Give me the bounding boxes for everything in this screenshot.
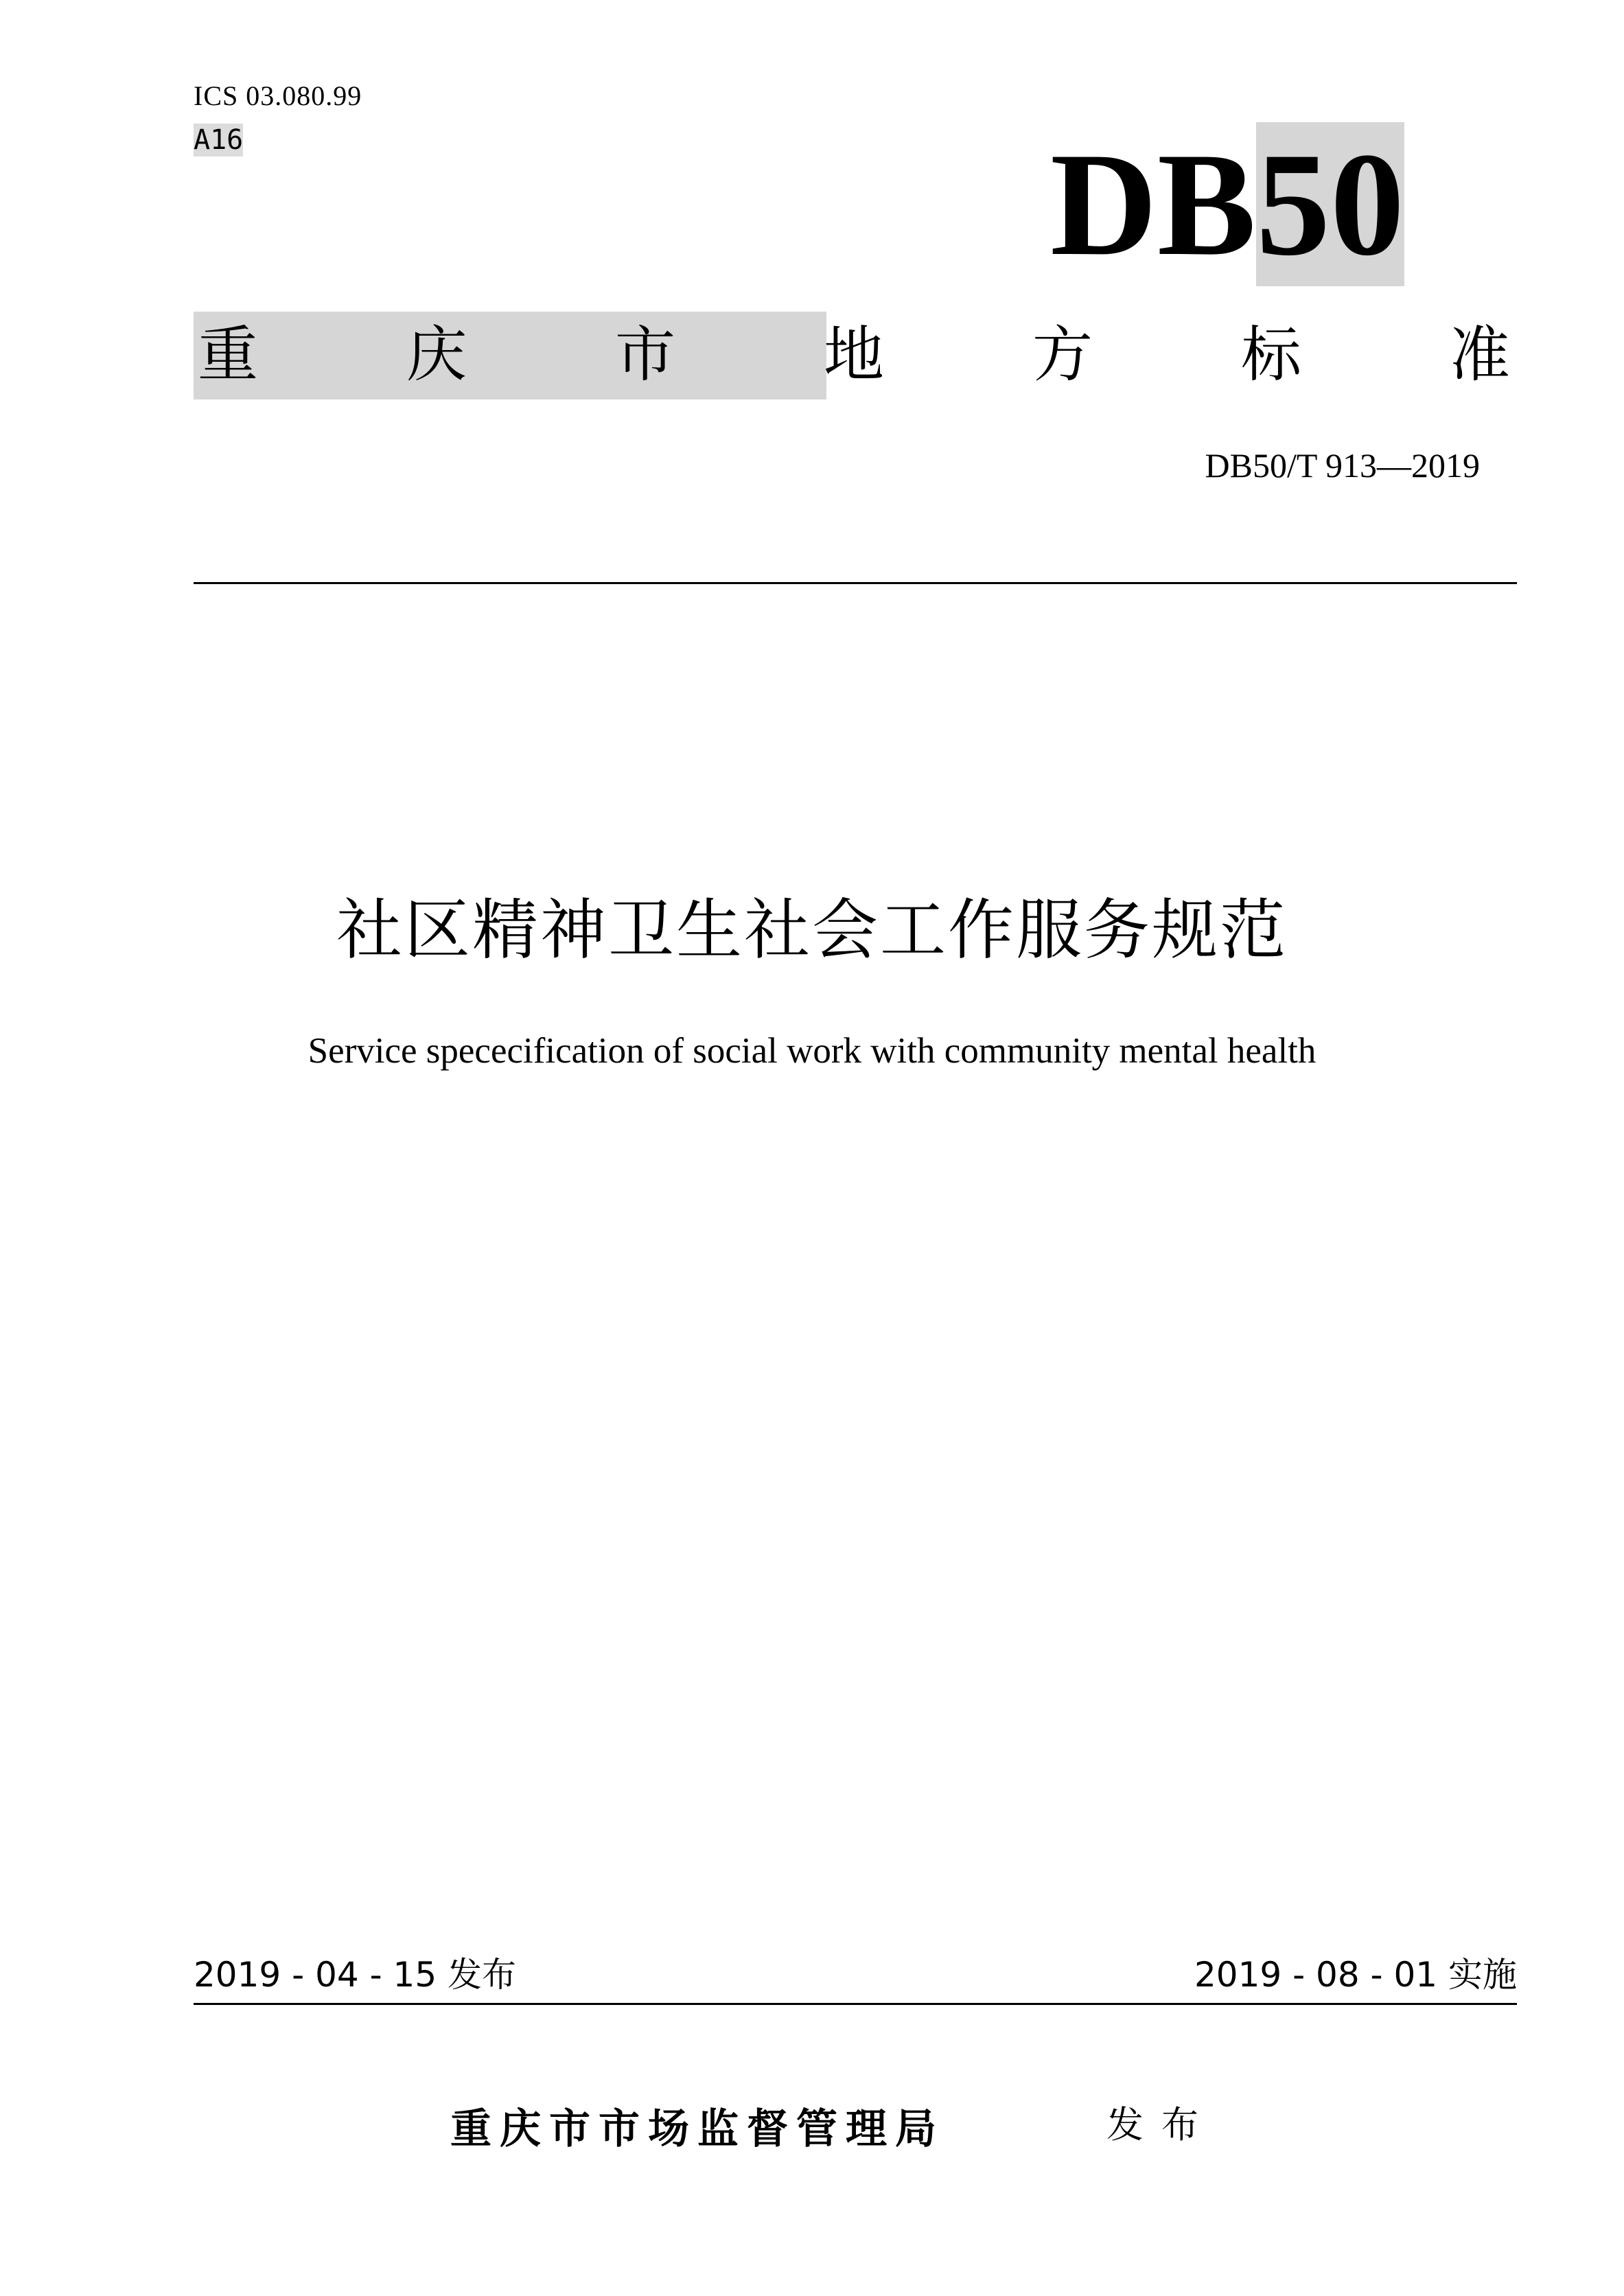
standard-type-char: 方 <box>1032 319 1093 390</box>
standard-type-char: 重 <box>197 319 258 390</box>
issue-date: 2019 - 04 - 15 发布 <box>194 1955 517 1995</box>
db-mark-code: 50 <box>1256 122 1405 286</box>
issuing-authority: 重庆市市场监督管理局 <box>450 2105 944 2153</box>
db-mark-prefix: DB <box>1050 122 1257 286</box>
ics-code: ICS 03.080.99 <box>194 80 362 111</box>
issue-label: 发布 <box>1106 2103 1216 2146</box>
standard-number: DB50/T 913—2019 <box>1205 446 1480 485</box>
title-chinese: 社区精神卫生社会工作服务规范 <box>336 892 1288 969</box>
standard-type-char: 标 <box>1240 319 1301 390</box>
standard-type-char: 市 <box>614 319 675 390</box>
title-english: Service spececification of social work with community mental health <box>308 1031 1316 1071</box>
standard-type-char: 地 <box>823 319 884 390</box>
standard-type-highlight <box>194 312 826 399</box>
implementation-date: 2019 - 08 - 01 实施 <box>1194 1955 1517 1995</box>
db-standard-mark <box>1050 122 1496 286</box>
footer-divider <box>194 2003 1517 2005</box>
standard-type-char: 庆 <box>406 319 467 390</box>
standard-type-char: 准 <box>1449 319 1510 390</box>
header-divider <box>194 582 1517 584</box>
classification-code: A16 <box>194 124 244 156</box>
